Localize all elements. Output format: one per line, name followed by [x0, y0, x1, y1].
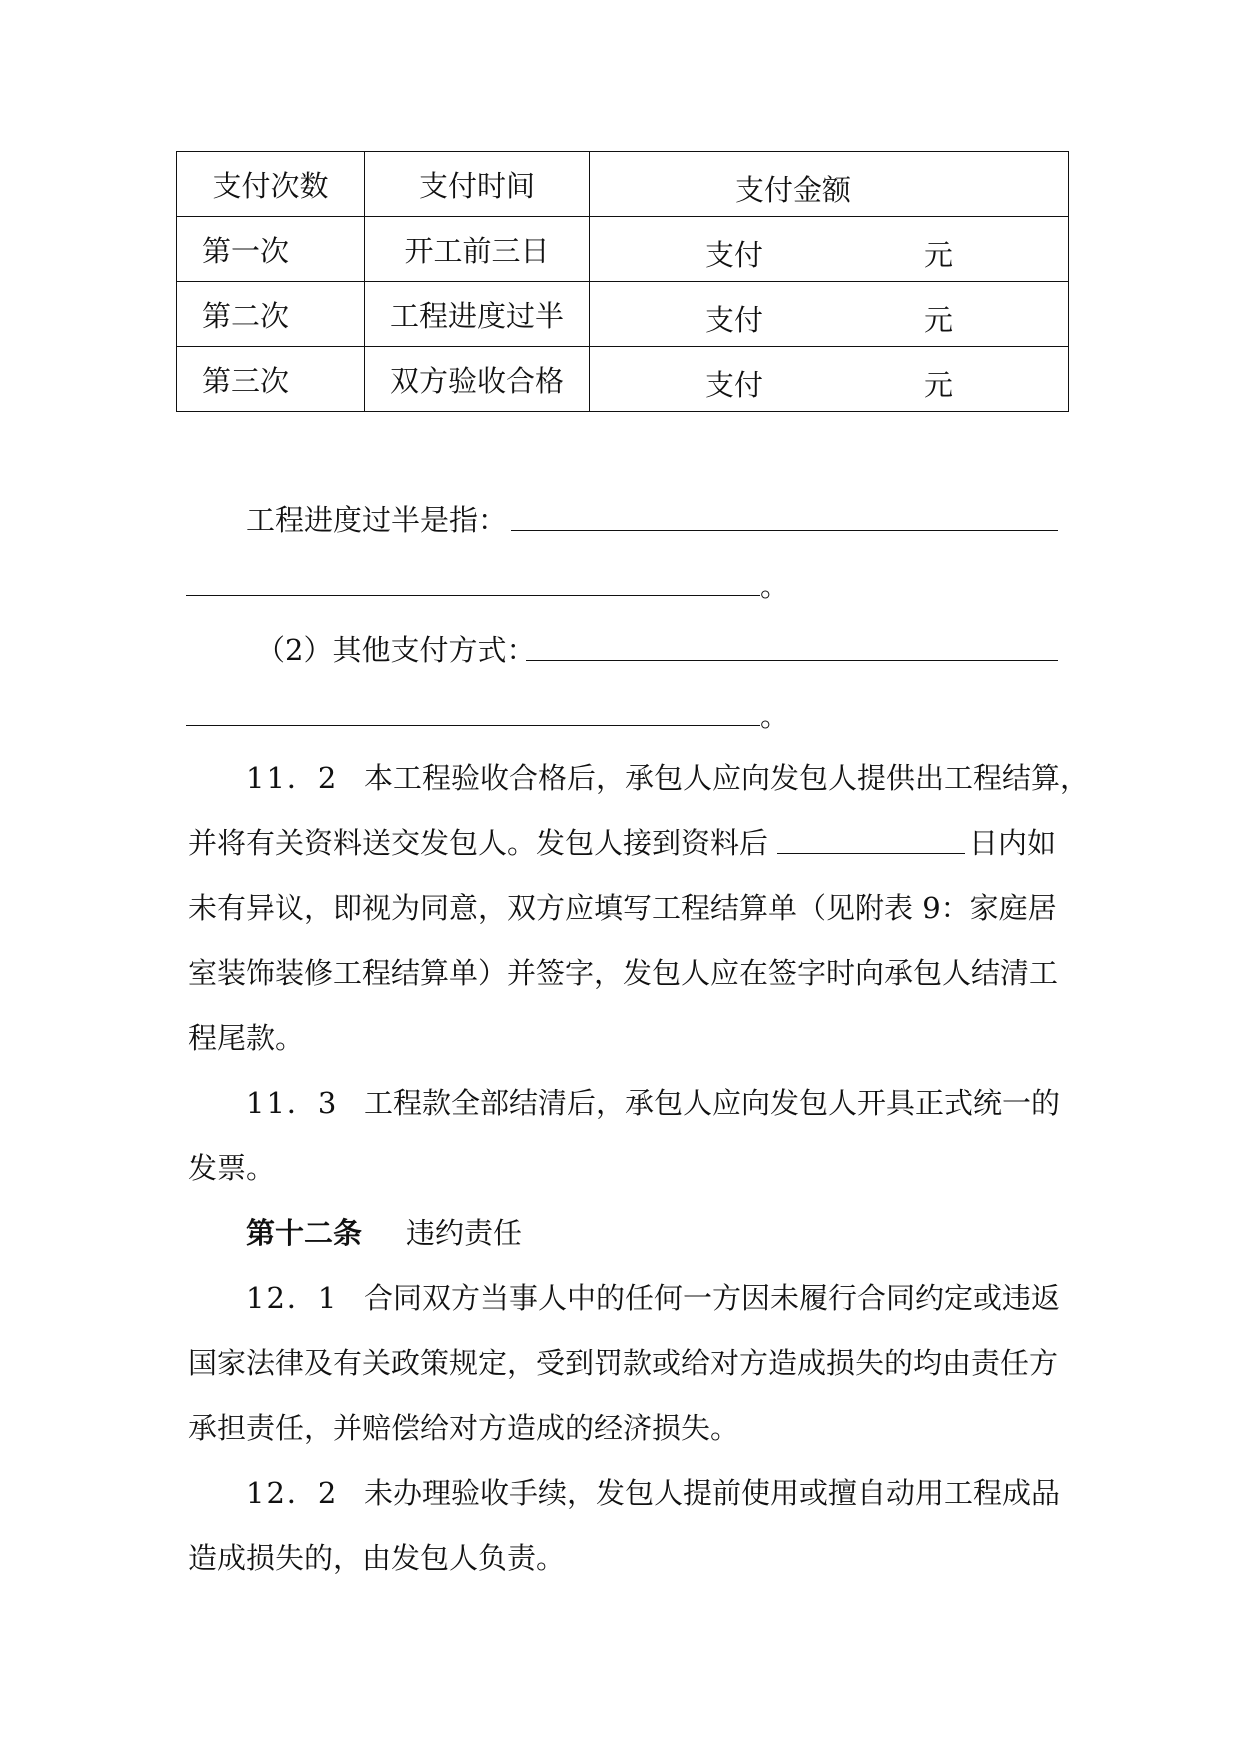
- clause-text: 国家法律及有关政策规定，受到罚款或给对方造成损失的均由责任方: [188, 1346, 1059, 1380]
- row-time: 双方验收合格: [365, 347, 590, 412]
- clause-text: 未办理验收手续，发包人提前使用或擅自动用工程成品: [364, 1476, 1061, 1510]
- days-blank[interactable]: [777, 853, 965, 854]
- table-row: [177, 282, 1069, 347]
- clause-text: 并将有关资料送交发包人。发包人接到资料后: [188, 826, 769, 860]
- article-subtitle: 违约责任: [406, 1216, 523, 1250]
- other-payment-label: （2）其他支付方式：: [256, 633, 536, 667]
- progress-label: 工程进度过半是指：: [246, 503, 508, 537]
- clause-text: 承担责任，并赔偿给对方造成的经济损失。: [188, 1411, 740, 1445]
- clause-number: 11．3: [246, 1086, 339, 1120]
- header-payment-count: 支付次数: [177, 152, 365, 217]
- row-amount: 支付 元: [590, 217, 1069, 282]
- row-count: 第一次: [177, 217, 365, 282]
- progress-blank[interactable]: [511, 530, 1058, 531]
- clause-text: 室装饰装修工程结算单）并签字，发包人应在签字时向承包人结清工: [188, 956, 1059, 990]
- row-count: 第二次: [177, 282, 365, 347]
- clause-text: 日内如: [969, 826, 1057, 860]
- row-time: 开工前三日: [365, 217, 590, 282]
- clause-text: 程尾款。: [188, 1021, 305, 1055]
- period: 。: [760, 699, 790, 733]
- clause-text: 未有异议，即视为同意，双方应填写工程结算单（见附表 9：家庭居: [188, 891, 1057, 925]
- table-header-row: [177, 152, 1069, 217]
- period: 。: [760, 569, 790, 603]
- progress-blank-2[interactable]: [186, 595, 760, 596]
- clause-text: 合同双方当事人中的任何一方因未履行合同约定或违返: [364, 1281, 1061, 1315]
- header-payment-amount: 支付金额: [590, 152, 1069, 217]
- other-payment-blank-2[interactable]: [186, 725, 760, 726]
- row-amount: 支付 元: [590, 282, 1069, 347]
- clause-text: 本工程验收合格后，承包人应向发包人提供出工程结算，: [364, 761, 1090, 795]
- table-row: [177, 217, 1069, 282]
- clause-text: 工程款全部结清后，承包人应向发包人开具正式统一的: [364, 1086, 1061, 1120]
- row-amount: 支付 元: [590, 347, 1069, 412]
- clause-number: 12．2: [246, 1476, 339, 1510]
- clause-number: 12．1: [246, 1281, 339, 1315]
- clause-number: 11．2: [246, 761, 339, 795]
- header-payment-time: 支付时间: [365, 152, 590, 217]
- row-count: 第三次: [177, 347, 365, 412]
- article-title: 第十二条: [246, 1216, 363, 1250]
- row-time: 工程进度过半: [365, 282, 590, 347]
- payment-schedule-table: [176, 151, 1069, 412]
- other-payment-blank[interactable]: [526, 660, 1058, 661]
- table-row: [177, 347, 1069, 412]
- clause-text: 造成损失的，由发包人负责。: [188, 1541, 566, 1575]
- clause-text: 发票。: [188, 1151, 276, 1185]
